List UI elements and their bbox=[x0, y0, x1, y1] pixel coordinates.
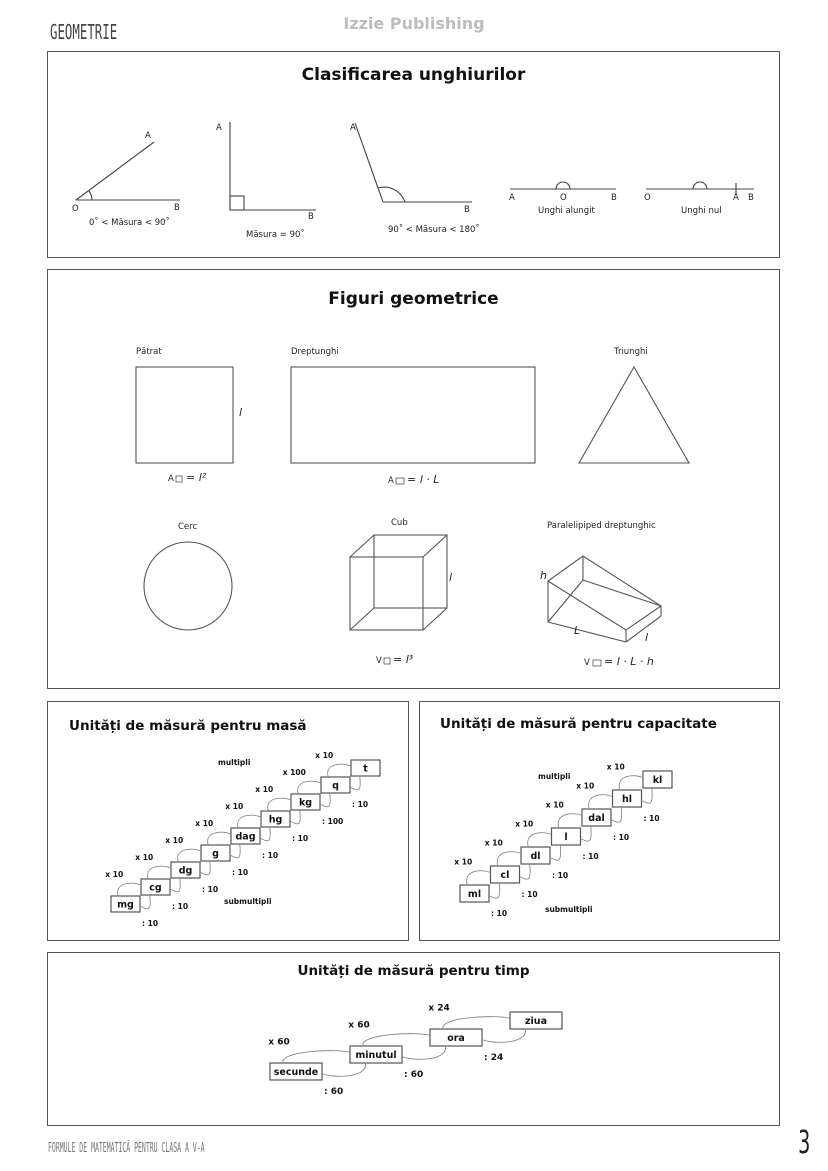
circle-shape bbox=[144, 542, 232, 630]
time-unit-label: ora bbox=[447, 1033, 465, 1044]
cube-formula-lhs: V bbox=[376, 656, 382, 666]
time-unit-label: minutul bbox=[355, 1050, 397, 1061]
capacity-div-label: : 10 bbox=[582, 852, 599, 861]
cube-formula-rhs: = l³ bbox=[393, 653, 414, 666]
mass-mult-arrow bbox=[178, 849, 201, 862]
mass-mult-arrow bbox=[148, 866, 171, 879]
rectangle-formula-lhs: A bbox=[388, 476, 394, 486]
mass-div-arrow bbox=[350, 776, 360, 790]
straight-point-a: A bbox=[509, 193, 515, 203]
capacity-unit-label: dal bbox=[588, 813, 605, 824]
time-div-arrow bbox=[482, 1029, 526, 1042]
capacity-staircase bbox=[420, 702, 781, 942]
capacity-unit-label: kl bbox=[652, 775, 663, 786]
right-point-a: A bbox=[216, 123, 222, 133]
mass-multipli-label: multipli bbox=[218, 758, 251, 767]
mass-mult-label: x 10 bbox=[225, 802, 244, 811]
capacity-div-arrow bbox=[581, 826, 592, 841]
mass-mult-label: x 10 bbox=[195, 819, 214, 828]
mass-mult-label: x 100 bbox=[282, 768, 306, 777]
capacity-unit-label: cl bbox=[500, 870, 510, 881]
capacity-unit-label: ml bbox=[467, 889, 482, 900]
capacity-mult-arrow bbox=[619, 776, 643, 790]
angles-title: Clasificarea unghiurilor bbox=[301, 65, 526, 85]
capacity-div-label: : 10 bbox=[613, 833, 630, 842]
mass-mult-arrow bbox=[328, 764, 351, 777]
mass-unit-label: cg bbox=[149, 882, 162, 894]
mass-mult-arrow bbox=[118, 883, 141, 896]
capacity-div-arrow bbox=[489, 883, 500, 898]
mass-title: Unități de măsură pentru masă bbox=[69, 718, 307, 734]
page-number: 3 bbox=[797, 1123, 810, 1161]
mass-unit-label: q bbox=[332, 780, 339, 792]
obtuse-point-b: B bbox=[464, 205, 470, 215]
capacity-div-arrow bbox=[520, 864, 531, 879]
acute-point-o: O bbox=[72, 204, 79, 214]
capacity-mult-label: x 10 bbox=[606, 762, 625, 772]
capacity-unit-label: l bbox=[564, 832, 568, 843]
mass-div-arrow bbox=[260, 827, 270, 841]
capacity-div-arrow bbox=[611, 807, 622, 822]
capacity-mult-arrow bbox=[589, 795, 613, 809]
capacity-div-label: : 10 bbox=[491, 909, 508, 918]
square-formula-rhs: = l² bbox=[186, 471, 207, 484]
rectangle-name: Dreptunghi bbox=[291, 347, 339, 357]
cuboid-l-label: L bbox=[574, 624, 581, 637]
capacity-submultipli-label: submultipli bbox=[545, 905, 593, 914]
mass-submultipli-label: submultipli bbox=[224, 897, 272, 906]
figures-section bbox=[47, 269, 780, 689]
time-mult-arrow bbox=[363, 1034, 430, 1046]
mass-staircase bbox=[48, 702, 410, 942]
null-point-o: O bbox=[644, 193, 651, 203]
obtuse-point-a: A bbox=[350, 123, 356, 133]
square-formula-lhs: A bbox=[168, 474, 174, 484]
footer-text: FORMULE DE MATEMATICĂ PENTRU CLASA A V-A bbox=[48, 1141, 205, 1156]
time-div-arrow bbox=[402, 1046, 446, 1059]
time-mult-arrow bbox=[443, 1017, 510, 1029]
cuboid-name: Paralelipiped dreptunghic bbox=[547, 521, 656, 531]
figures-diagram bbox=[48, 270, 781, 690]
obtuse-caption: 90˚ < Măsura < 180˚ bbox=[388, 225, 480, 235]
capacity-div-arrow bbox=[642, 788, 653, 803]
mass-mult-label: x 10 bbox=[105, 870, 124, 879]
time-mult-label: x 60 bbox=[268, 1037, 290, 1048]
cuboid-formula-lhs: V bbox=[584, 658, 590, 668]
capacity-div-label: : 10 bbox=[521, 890, 538, 899]
capacity-div-arrow bbox=[550, 845, 561, 860]
subject-label: GEOMETRIE bbox=[50, 20, 118, 44]
capacity-mult-arrow bbox=[528, 833, 552, 847]
square-side-label: l bbox=[239, 406, 243, 419]
mass-div-label: : 10 bbox=[172, 902, 189, 911]
mass-div-arrow bbox=[200, 861, 210, 875]
square-name: Pătrat bbox=[136, 347, 162, 357]
mass-div-label: : 10 bbox=[142, 919, 159, 928]
capacity-multipli-label: multipli bbox=[538, 772, 571, 781]
mass-div-label: : 10 bbox=[202, 885, 219, 894]
rectangle-shape bbox=[291, 367, 535, 463]
mass-div-arrow bbox=[140, 895, 150, 909]
mass-mult-label: x 10 bbox=[135, 853, 154, 862]
capacity-mult-label: x 10 bbox=[576, 781, 595, 791]
acute-caption: 0˚ < Măsura < 90˚ bbox=[89, 218, 170, 228]
triangle-name: Triunghi bbox=[614, 347, 648, 357]
angles-diagram bbox=[48, 52, 781, 259]
mass-mult-arrow bbox=[268, 798, 291, 811]
straight-point-b: B bbox=[611, 193, 617, 203]
acute-point-a: A bbox=[145, 131, 151, 141]
mass-mult-label: x 10 bbox=[255, 785, 274, 794]
time-section bbox=[47, 952, 780, 1126]
cuboid-formula-rhs: = l · L · h bbox=[604, 655, 654, 668]
null-point-b: B bbox=[748, 193, 754, 203]
mass-unit-label: t bbox=[363, 763, 368, 775]
mass-unit-label: kg bbox=[298, 797, 313, 809]
capacity-mult-label: x 10 bbox=[454, 857, 473, 867]
straight-point-o: O bbox=[560, 193, 567, 203]
mass-mult-arrow bbox=[298, 781, 321, 794]
mass-div-label: : 100 bbox=[322, 817, 344, 826]
mass-unit-label: mg bbox=[117, 899, 134, 911]
straight-caption: Unghi alungit bbox=[538, 206, 595, 216]
capacity-unit-label: dl bbox=[530, 851, 541, 862]
time-mult-arrow bbox=[283, 1051, 350, 1063]
mass-mult-label: x 10 bbox=[315, 751, 334, 760]
capacity-mult-label: x 10 bbox=[515, 819, 534, 829]
time-mult-label: x 60 bbox=[348, 1020, 370, 1031]
mass-div-label: : 10 bbox=[352, 800, 369, 809]
time-div-label: : 60 bbox=[404, 1070, 424, 1080]
mass-mult-label: x 10 bbox=[165, 836, 184, 845]
mass-section bbox=[47, 701, 409, 941]
right-caption: Măsura = 90˚ bbox=[246, 230, 305, 240]
circle-name: Cerc bbox=[178, 522, 198, 532]
mass-div-arrow bbox=[170, 878, 180, 892]
mass-mult-arrow bbox=[238, 815, 261, 828]
time-unit-label: secunde bbox=[273, 1067, 319, 1078]
square-shape bbox=[136, 367, 233, 463]
angles-section bbox=[47, 51, 780, 258]
time-staircase bbox=[48, 953, 781, 1127]
capacity-mult-label: x 10 bbox=[545, 800, 564, 810]
mass-div-arrow bbox=[320, 793, 330, 807]
mass-div-arrow bbox=[290, 810, 300, 824]
capacity-unit-label: hl bbox=[621, 794, 633, 805]
capacity-mult-arrow bbox=[558, 814, 582, 828]
acute-point-b: B bbox=[174, 203, 180, 213]
time-mult-label: x 24 bbox=[428, 1003, 450, 1014]
mass-unit-label: dag bbox=[235, 831, 256, 843]
time-div-arrow bbox=[322, 1063, 366, 1076]
capacity-mult-arrow bbox=[497, 852, 521, 866]
mass-unit-label: g bbox=[212, 848, 219, 860]
capacity-section bbox=[419, 701, 780, 941]
mass-unit-label: hg bbox=[268, 814, 283, 826]
capacity-div-label: : 10 bbox=[552, 871, 569, 880]
cuboid-w-label: l bbox=[645, 631, 649, 644]
time-div-label: : 60 bbox=[324, 1087, 344, 1097]
null-point-a: A bbox=[733, 193, 739, 203]
mass-div-label: : 10 bbox=[232, 868, 249, 877]
mass-div-label: : 10 bbox=[292, 834, 309, 843]
cuboid-h-label: h bbox=[540, 569, 547, 582]
time-unit-label: ziua bbox=[525, 1016, 547, 1027]
publisher-label: Izzie Publishing bbox=[343, 14, 485, 33]
null-caption: Unghi nul bbox=[681, 206, 722, 216]
cube-name: Cub bbox=[391, 518, 408, 528]
mass-unit-label: dg bbox=[178, 865, 193, 877]
mass-div-label: : 10 bbox=[262, 851, 279, 860]
triangle-shape bbox=[579, 367, 689, 463]
time-div-label: : 24 bbox=[484, 1053, 504, 1063]
capacity-mult-label: x 10 bbox=[484, 838, 503, 848]
capacity-mult-arrow bbox=[467, 871, 491, 885]
capacity-title: Unități de măsură pentru capacitate bbox=[440, 716, 717, 732]
mass-mult-arrow bbox=[208, 832, 231, 845]
rectangle-formula-rhs: = l · L bbox=[407, 473, 440, 486]
time-title: Unități de măsură pentru timp bbox=[297, 963, 530, 979]
cube-side-label: l bbox=[449, 571, 453, 584]
figures-title: Figuri geometrice bbox=[328, 289, 499, 309]
capacity-div-label: : 10 bbox=[643, 814, 660, 823]
mass-div-arrow bbox=[230, 844, 240, 858]
right-point-b: B bbox=[308, 212, 314, 222]
